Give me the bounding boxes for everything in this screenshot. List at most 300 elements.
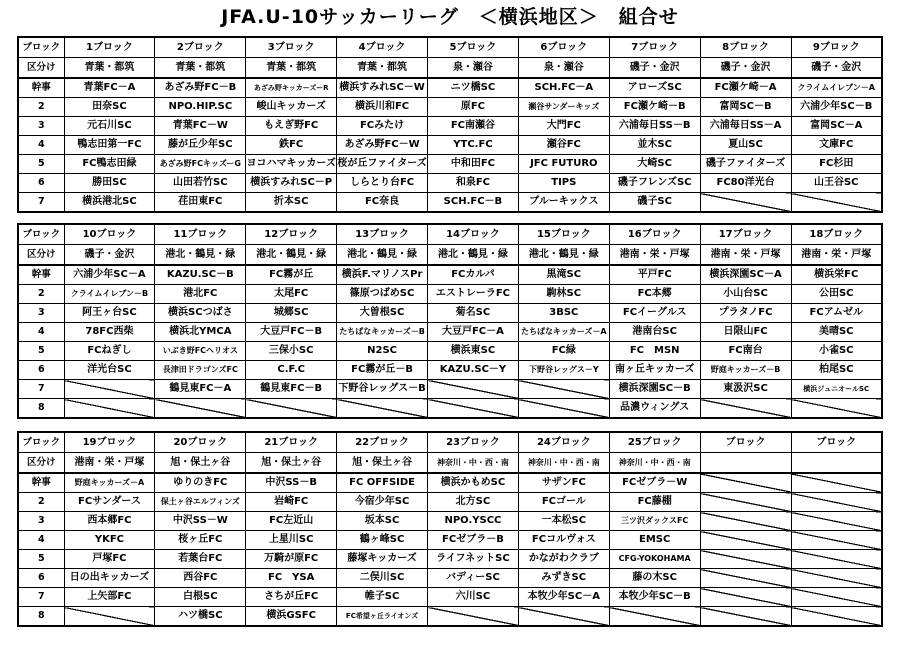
team-cell: 原FC: [428, 98, 519, 117]
team-cell: 二俣川SC: [337, 569, 428, 588]
team-cell: 瀬谷サンダーキッズ: [518, 98, 609, 117]
team-cell: 横浜北YMCA: [155, 323, 246, 342]
team-cell: 78FC西柴: [64, 323, 155, 342]
empty-cell: [64, 607, 155, 627]
team-row: [18, 342, 882, 361]
team-row: [18, 607, 882, 627]
block-district: 泉・瀬谷: [428, 58, 519, 79]
team-cell: 港南台SC: [609, 323, 700, 342]
team-cell: ヨコハマキッカーズ: [246, 155, 337, 174]
team-cell: 岩崎FC: [246, 493, 337, 512]
team-cell: 城郷SC: [246, 304, 337, 323]
empty-cell: [518, 380, 609, 399]
empty-cell: [700, 399, 791, 419]
team-cell: 藤塚キッカーズ: [337, 550, 428, 569]
empty-cell: [791, 550, 882, 569]
block-name: 3ブロック: [246, 37, 337, 58]
empty-cell: [428, 380, 519, 399]
team-cell: 北方SC: [428, 493, 519, 512]
team-cell: 青葉FC－A: [64, 78, 155, 98]
block-label: ブロック: [18, 37, 64, 58]
team-cell: FCサンダース: [64, 493, 155, 512]
empty-cell: [428, 399, 519, 419]
team-cell: 野庭キッカーズ－A: [64, 473, 155, 493]
team-cell: 山田若竹SC: [155, 174, 246, 193]
team-cell: 品濃ウィングス: [609, 399, 700, 419]
team-cell: 横浜東SC: [428, 342, 519, 361]
team-cell: 六川SC: [428, 588, 519, 607]
team-cell: 瀬谷FC: [518, 136, 609, 155]
team-cell: FC南台: [700, 342, 791, 361]
team-cell: 中沢SS－B: [246, 473, 337, 493]
team-cell: 鶴見東FC－B: [246, 380, 337, 399]
empty-cell: [700, 569, 791, 588]
district-label: 区分け: [18, 245, 64, 266]
team-cell: NPO.HIP.SC: [155, 98, 246, 117]
row-number: 4: [18, 136, 64, 155]
team-cell: あざみ野FCキッズーG: [155, 155, 246, 174]
block-district: 神奈川・中・西・南: [518, 453, 609, 474]
row-number: 2: [18, 285, 64, 304]
team-cell: 平戸FC: [609, 265, 700, 285]
team-cell: 横浜栄FC: [791, 265, 882, 285]
row-number: 2: [18, 493, 64, 512]
team-row: [18, 136, 882, 155]
team-cell: 青葉FC－W: [155, 117, 246, 136]
team-cell: FC鴨志田緑: [64, 155, 155, 174]
team-cell: たちばなキッカーズ－A: [518, 323, 609, 342]
row-number: 7: [18, 380, 64, 399]
team-cell: 六浦毎日SS－B: [609, 117, 700, 136]
team-cell: 公田SC: [791, 285, 882, 304]
block-district: 青葉・都筑: [155, 58, 246, 79]
district-row: [18, 58, 882, 79]
team-cell: 夏山SC: [700, 136, 791, 155]
team-cell: FC希望ヶ丘ライオンズ: [337, 607, 428, 627]
team-cell: しらとり台FC: [337, 174, 428, 193]
team-cell: いぶき野FCヘリオス: [155, 342, 246, 361]
block-header-row: [18, 37, 882, 58]
block-name: 1ブロック: [64, 37, 155, 58]
block-name: 2ブロック: [155, 37, 246, 58]
team-cell: 日の出キッカーズ: [64, 569, 155, 588]
secretary-row: [18, 473, 882, 493]
team-cell: 山王谷SC: [791, 174, 882, 193]
team-cell: 横浜港北SC: [64, 193, 155, 213]
block-label: ブロック: [18, 224, 64, 245]
team-cell: 下野谷レッグス－Y: [518, 361, 609, 380]
team-cell: 大崎SC: [609, 155, 700, 174]
team-cell: もえぎ野FC: [246, 117, 337, 136]
district-label: 区分け: [18, 58, 64, 79]
empty-cell: [791, 473, 882, 493]
block-name: 9ブロック: [791, 37, 882, 58]
team-cell: 鶴見東FC－A: [155, 380, 246, 399]
team-cell: 本牧少年SC－B: [609, 588, 700, 607]
empty-cell: [700, 512, 791, 531]
team-cell: 戸塚FC: [64, 550, 155, 569]
team-cell: CFG-YOKOHAMA: [609, 550, 700, 569]
team-cell: あざみ野キッカーズーR: [246, 78, 337, 98]
team-cell: FC杉田: [791, 155, 882, 174]
team-cell: FCイーグルス: [609, 304, 700, 323]
block-name: ブロック: [700, 432, 791, 453]
row-number: 4: [18, 531, 64, 550]
team-cell: 黒滝SC: [518, 265, 609, 285]
team-cell: 下野谷レッグス－B: [337, 380, 428, 399]
team-cell: 文庫FC: [791, 136, 882, 155]
team-cell: FCゼブラ－W: [609, 473, 700, 493]
team-cell: 柏尾SC: [791, 361, 882, 380]
team-cell: 富岡SC－B: [700, 98, 791, 117]
team-cell: 大豆戸FC－A: [428, 323, 519, 342]
empty-cell: [700, 607, 791, 627]
block-name: 8ブロック: [700, 37, 791, 58]
team-cell: 六浦少年SC－B: [791, 98, 882, 117]
team-cell: 今宿少年SC: [337, 493, 428, 512]
empty-cell: [791, 493, 882, 512]
team-row: [18, 588, 882, 607]
block-district: 青葉・都筑: [246, 58, 337, 79]
empty-cell: [791, 193, 882, 213]
team-cell: KAZU.SC－B: [155, 265, 246, 285]
secretary-label: 幹事: [18, 265, 64, 285]
block-name: 25ブロック: [609, 432, 700, 453]
empty-cell: [609, 607, 700, 627]
row-number: 2: [18, 98, 64, 117]
row-number: 3: [18, 512, 64, 531]
team-cell: SCH.FC－B: [428, 193, 519, 213]
row-number: 5: [18, 550, 64, 569]
team-cell: 横浜F.マリノスPr: [337, 265, 428, 285]
secretary-label: 幹事: [18, 78, 64, 98]
team-cell: ブルーキックス: [518, 193, 609, 213]
block-district: 青葉・都筑: [64, 58, 155, 79]
team-cell: 勝田SC: [64, 174, 155, 193]
block-district: 港北・鶴見・緑: [155, 245, 246, 266]
team-cell: 和泉FC: [428, 174, 519, 193]
team-cell: FC YSA: [246, 569, 337, 588]
team-cell: 田奈SC: [64, 98, 155, 117]
team-cell: 三ツ沢ダックスFC: [609, 512, 700, 531]
team-cell: 元石川SC: [64, 117, 155, 136]
team-cell: 藤が丘少年SC: [155, 136, 246, 155]
team-cell: 鶴ヶ峰SC: [337, 531, 428, 550]
empty-cell: [700, 473, 791, 493]
team-cell: アローズSC: [609, 78, 700, 98]
empty-cell: [64, 399, 155, 419]
row-number: 8: [18, 607, 64, 627]
team-cell: あざみ野FC－W: [337, 136, 428, 155]
block-name: 4ブロック: [337, 37, 428, 58]
team-row: [18, 323, 882, 342]
block-district: 神奈川・中・西・南: [428, 453, 519, 474]
team-cell: FC瀬ケ崎－A: [700, 78, 791, 98]
block-district: 港北・鶴見・緑: [518, 245, 609, 266]
team-cell: YTC.FC: [428, 136, 519, 155]
block-district: 旭・保土ヶ谷: [337, 453, 428, 474]
team-cell: 3BSC: [518, 304, 609, 323]
block-district: 磯子・金沢: [700, 58, 791, 79]
team-row: [18, 98, 882, 117]
team-cell: FC OFFSIDE: [337, 473, 428, 493]
team-cell: FCカルパ: [428, 265, 519, 285]
team-row: [18, 361, 882, 380]
team-cell: 桜が丘ファイターズ: [337, 155, 428, 174]
team-row: [18, 304, 882, 323]
empty-cell: [428, 607, 519, 627]
secretary-label: 幹事: [18, 473, 64, 493]
team-cell: FC本郷: [609, 285, 700, 304]
team-row: [18, 117, 882, 136]
block-district: 港南・栄・戸塚: [609, 245, 700, 266]
league-table-section-2: [17, 223, 883, 419]
row-number: 6: [18, 174, 64, 193]
block-district: [791, 453, 882, 474]
block-district: 青葉・都筑: [337, 58, 428, 79]
block-name: 15ブロック: [518, 224, 609, 245]
team-cell: FC80洋光台: [700, 174, 791, 193]
team-cell: ライフネットSC: [428, 550, 519, 569]
page-title: JFA.U-10サッカーリーグ ＜横浜地区＞ 組合せ: [221, 6, 679, 28]
block-district: 港南・栄・戸塚: [791, 245, 882, 266]
team-cell: 折本SC: [246, 193, 337, 213]
block-name: 21ブロック: [246, 432, 337, 453]
team-cell: 阿王ヶ台SC: [64, 304, 155, 323]
district-row: [18, 453, 882, 474]
empty-cell: [791, 399, 882, 419]
empty-cell: [246, 399, 337, 419]
team-cell: ハツ橋SC: [155, 607, 246, 627]
team-cell: 横浜SCつばさ: [155, 304, 246, 323]
row-number: 3: [18, 304, 64, 323]
empty-cell: [700, 531, 791, 550]
team-cell: TIPS: [518, 174, 609, 193]
empty-cell: [155, 399, 246, 419]
secretary-row: [18, 78, 882, 98]
team-cell: 帷子SC: [337, 588, 428, 607]
block-name: 16ブロック: [609, 224, 700, 245]
team-cell: かながわクラブ: [518, 550, 609, 569]
empty-cell: [700, 493, 791, 512]
team-cell: 若葉台FC: [155, 550, 246, 569]
team-cell: 駒林SC: [518, 285, 609, 304]
team-cell: 三保小SC: [246, 342, 337, 361]
team-cell: FC藤棚: [609, 493, 700, 512]
block-name: 18ブロック: [791, 224, 882, 245]
team-cell: 大曽根SC: [337, 304, 428, 323]
team-cell: 桜ヶ丘FC: [155, 531, 246, 550]
block-district: 港北・鶴見・緑: [246, 245, 337, 266]
block-name: 19ブロック: [64, 432, 155, 453]
block-name: 14ブロック: [428, 224, 519, 245]
block-district: 旭・保土ヶ谷: [155, 453, 246, 474]
team-cell: 日限山FC: [700, 323, 791, 342]
block-name: 17ブロック: [700, 224, 791, 245]
row-number: 6: [18, 361, 64, 380]
team-cell: 横浜すみれSC－W: [337, 78, 428, 98]
team-cell: 磯子SC: [609, 193, 700, 213]
team-cell: 野庭キッカーズ－B: [700, 361, 791, 380]
team-cell: 保土ヶ谷エルフィンズ: [155, 493, 246, 512]
empty-cell: [791, 512, 882, 531]
team-cell: EMSC: [609, 531, 700, 550]
team-cell: エストレーラFC: [428, 285, 519, 304]
empty-cell: [337, 399, 428, 419]
team-row: [18, 512, 882, 531]
row-number: 5: [18, 342, 64, 361]
block-district: 泉・瀬谷: [518, 58, 609, 79]
team-cell: 大門FC: [518, 117, 609, 136]
team-cell: 富岡SC－A: [791, 117, 882, 136]
team-cell: 磯子ファイターズ: [700, 155, 791, 174]
team-cell: 並木SC: [609, 136, 700, 155]
block-name: 6ブロック: [518, 37, 609, 58]
league-table-section-1: [17, 36, 883, 213]
block-district: 港南・栄・戸塚: [700, 245, 791, 266]
team-cell: FCコルヴォス: [518, 531, 609, 550]
team-cell: 鉄FC: [246, 136, 337, 155]
block-district: 磯子・金沢: [791, 58, 882, 79]
team-row: [18, 550, 882, 569]
block-header-row: [18, 432, 882, 453]
team-cell: 峻山キッカーズ: [246, 98, 337, 117]
team-cell: プラタノFC: [700, 304, 791, 323]
league-table-section-3: [17, 431, 883, 627]
team-cell: 長津田ドラゴンズFC: [155, 361, 246, 380]
block-name: 13ブロック: [337, 224, 428, 245]
team-cell: 篠原つばめSC: [337, 285, 428, 304]
team-cell: N2SC: [337, 342, 428, 361]
team-cell: 大豆戸FC－B: [246, 323, 337, 342]
team-cell: FC左近山: [246, 512, 337, 531]
row-number: 4: [18, 323, 64, 342]
empty-cell: [700, 588, 791, 607]
team-row: [18, 493, 882, 512]
block-district: 港南・栄・戸塚: [64, 453, 155, 474]
team-cell: 美晴SC: [791, 323, 882, 342]
team-cell: みずきSC: [518, 569, 609, 588]
team-cell: 太尾FC: [246, 285, 337, 304]
team-cell: YKFC: [64, 531, 155, 550]
team-cell: FCアムゼル: [791, 304, 882, 323]
block-district: 旭・保土ヶ谷: [246, 453, 337, 474]
row-number: 3: [18, 117, 64, 136]
team-row: [18, 531, 882, 550]
team-cell: 西本郷FC: [64, 512, 155, 531]
team-cell: FC南瀬谷: [428, 117, 519, 136]
team-row: [18, 174, 882, 193]
row-number: 6: [18, 569, 64, 588]
team-cell: 南ヶ丘キッカーズ: [609, 361, 700, 380]
team-cell: FC緑: [518, 342, 609, 361]
team-cell: 六浦少年SC－A: [64, 265, 155, 285]
team-row: [18, 285, 882, 304]
empty-cell: [700, 193, 791, 213]
team-cell: JFC FUTURO: [518, 155, 609, 174]
team-cell: FCねぎし: [64, 342, 155, 361]
block-district: 港北・鶴見・緑: [428, 245, 519, 266]
team-cell: 横浜GSFC: [246, 607, 337, 627]
block-name: 7ブロック: [609, 37, 700, 58]
block-label: ブロック: [18, 432, 64, 453]
team-cell: 西谷FC: [155, 569, 246, 588]
empty-cell: [518, 607, 609, 627]
team-cell: 万騎が原FC: [246, 550, 337, 569]
team-cell: 坂本SC: [337, 512, 428, 531]
team-cell: ゆりのきFC: [155, 473, 246, 493]
team-cell: FCみたけ: [337, 117, 428, 136]
row-number: 7: [18, 588, 64, 607]
block-district: 磯子・金沢: [609, 58, 700, 79]
block-header-row: [18, 224, 882, 245]
team-cell: 横浜川和FC: [337, 98, 428, 117]
team-cell: 六浦毎日SS－A: [700, 117, 791, 136]
empty-cell: [64, 380, 155, 399]
block-district: 港北・鶴見・緑: [337, 245, 428, 266]
team-cell: 菊名SC: [428, 304, 519, 323]
team-cell: 横浜かもめSC: [428, 473, 519, 493]
team-cell: 上星川SC: [246, 531, 337, 550]
empty-cell: [518, 399, 609, 419]
district-label: 区分け: [18, 453, 64, 474]
team-row: [18, 569, 882, 588]
block-name: 23ブロック: [428, 432, 519, 453]
team-cell: 横浜すみれSC－P: [246, 174, 337, 193]
team-cell: 一本松SC: [518, 512, 609, 531]
block-name: 22ブロック: [337, 432, 428, 453]
block-district: 神奈川・中・西・南: [609, 453, 700, 474]
secretary-row: [18, 265, 882, 285]
team-cell: 白根SC: [155, 588, 246, 607]
team-cell: バディーSC: [428, 569, 519, 588]
empty-cell: [791, 531, 882, 550]
team-row: [18, 155, 882, 174]
block-name: 24ブロック: [518, 432, 609, 453]
block-district: 磯子・金沢: [64, 245, 155, 266]
team-cell: 磯子フレンズSC: [609, 174, 700, 193]
team-cell: 本牧少年SC－A: [518, 588, 609, 607]
team-cell: クライムイレブン－B: [64, 285, 155, 304]
empty-cell: [791, 607, 882, 627]
team-cell: 横浜深園SC－B: [609, 380, 700, 399]
team-cell: FC霧が丘－B: [337, 361, 428, 380]
team-cell: 小雀SC: [791, 342, 882, 361]
team-cell: 横浜ジュニオールSC: [791, 380, 882, 399]
row-number: 5: [18, 155, 64, 174]
team-row: [18, 193, 882, 213]
team-row: [18, 380, 882, 399]
block-name: 12ブロック: [246, 224, 337, 245]
empty-cell: [791, 569, 882, 588]
team-cell: 中沢SS－W: [155, 512, 246, 531]
empty-cell: [791, 588, 882, 607]
team-cell: KAZU.SC－Y: [428, 361, 519, 380]
team-cell: FC霧が丘: [246, 265, 337, 285]
empty-cell: [700, 550, 791, 569]
team-cell: さちが丘FC: [246, 588, 337, 607]
team-cell: NPO.YSCC: [428, 512, 519, 531]
team-cell: 東汲沢SC: [700, 380, 791, 399]
team-cell: 港北FC: [155, 285, 246, 304]
block-name: ブロック: [791, 432, 882, 453]
block-name: 11ブロック: [155, 224, 246, 245]
block-name: 20ブロック: [155, 432, 246, 453]
row-number: 7: [18, 193, 64, 213]
team-cell: FCゴール: [518, 493, 609, 512]
row-number: 8: [18, 399, 64, 419]
block-district: [700, 453, 791, 474]
